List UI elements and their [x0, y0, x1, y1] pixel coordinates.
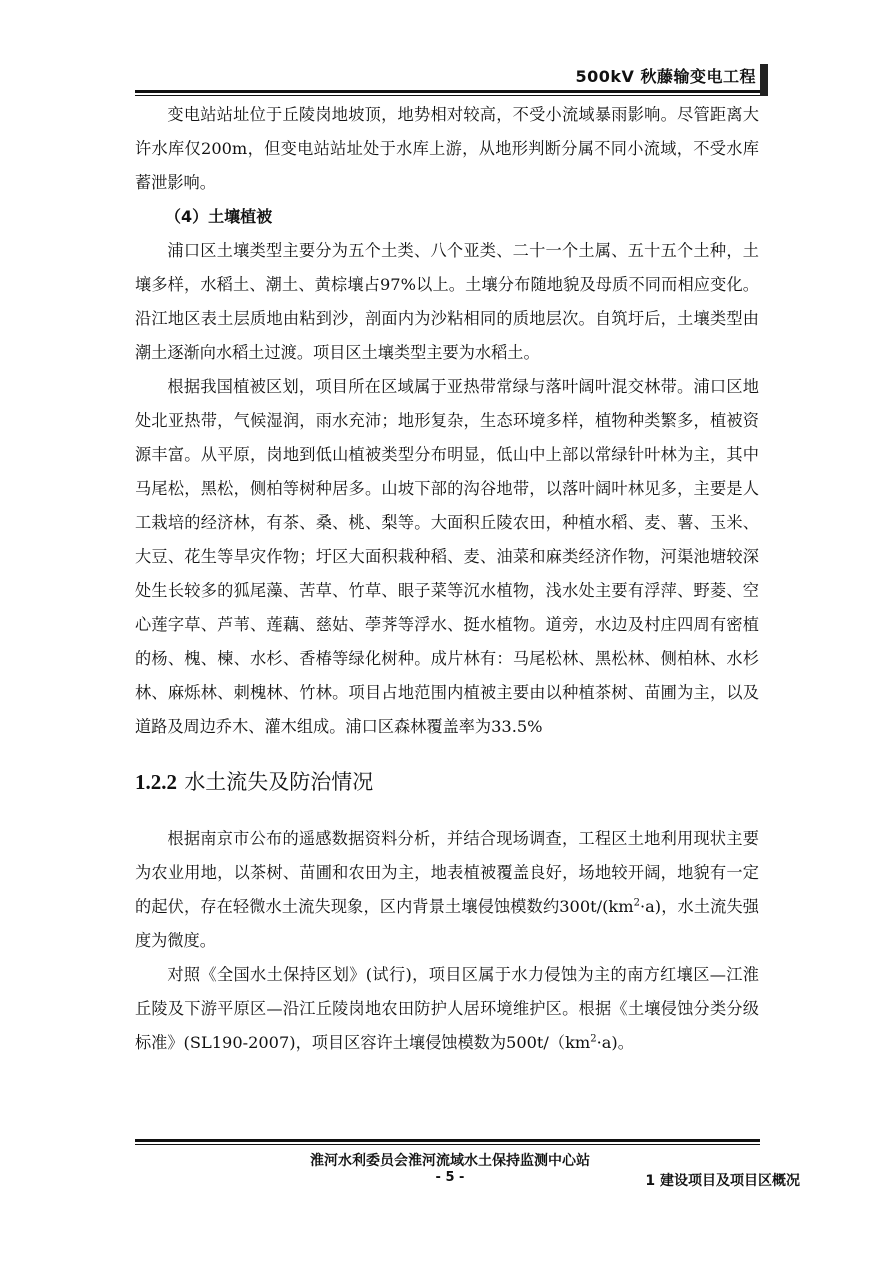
footer-rule-thin [135, 1144, 760, 1145]
project-title: 500kV 秋藤输变电工程 [575, 67, 756, 86]
superscript: 2 [590, 1033, 597, 1045]
subheading-soil-vegetation: （4）土壤植被 [165, 207, 273, 226]
erosion-status-text: 根据南京市公布的遥感数据资料分析，并结合现场调查，工程区土地利用现状主要为农业用地，以茶树、苗圃和农田为主，地表植被覆盖良好，场地较开阔，地貌有一定的起伏，存在轻微水土流失现象，区内背景土壤侵蚀模数约300t/(km [135, 829, 759, 916]
section-heading [135, 762, 759, 802]
header-rule-thin [135, 95, 760, 96]
erosion-status-tail: ·a)，水土流失强度为微度。 [135, 897, 759, 950]
paragraph-erosion-zoning [135, 958, 759, 1060]
paragraph-erosion-status [135, 822, 759, 958]
erosion-zoning-text: 对照《全国水土保持区划》(试行)，项目区属于水力侵蚀为主的南方红壤区—江淮丘陵及下游平原区—沿江丘陵岗地农田防护人居环境维护区。根据《土壤侵蚀分类分级标准》(SL190-2007)，项目区容许土壤侵蚀模数为500t/（km [135, 965, 759, 1052]
paragraph-vegetation: 根据我国植被区划，项目所在区域属于亚热带常绿与落叶阔叶混交林带。浦口区地处北亚热带，气候湿润，雨水充沛；地形复杂，生态环境多样，植物种类繁多，植被资源丰富。从平原，岗地到低山植被类型分布明显，低山中上部以常绿针叶林为主，其中马尾松，黑松，侧柏等树种居多。山坡下部的沟谷地带，以落叶阔叶林见多，主要是人工栽培的经济林，有茶、桑、桃、梨等。大面积丘陵农田，种植水稻、麦、薯、玉米、大豆、花生等旱灾作物；圩区大面积栽种稻、麦、油菜和麻类经济作物，河渠池塘较深处生长较多的狐尾藻、苦草、竹草、眼子菜等沉水植物，浅水处主要有浮萍、野菱、空心莲字草、芦苇、莲藕、慈姑、荸荠等浮水、挺水植物。道旁，水边及村庄四周有密植的杨、槐、楝、水杉、香椿等绿化树种。成片林有：马尾松林、黑松林、侧柏林、水杉林、麻烁林、刺槐林、竹林。项目占地范围内植被主要由以种植茶树、苗圃为主，以及道路及周边乔木、灌木组成。浦口区森林覆盖率为33.5% [135, 377, 759, 736]
section-title: 水土流失及防治情况 [184, 770, 374, 794]
page-number: - 5 - [435, 1170, 465, 1185]
footer-organization: 淮河水利委员会淮河流域水土保持监测中心站 [310, 1153, 590, 1169]
paragraph-substation-site: 变电站站址位于丘陵岗地坡顶，地势相对较高，不受小流域暴雨影响。尽管距离大许水库仅200m，但变电站站址处于水库上游，从地形判断分属不同小流域，不受水库蓄泄影响。 [135, 105, 759, 192]
footer-rule [135, 1139, 760, 1142]
header-rule [135, 90, 760, 93]
section-number: 1.2.2 [135, 770, 177, 794]
paragraph-soil-types: 浦口区土壤类型主要分为五个土类、八个亚类、二十一个土属、五十五个土种，土壤多样，水稻土、潮土、黄棕壤占97%以上。土壤分布随地貌及母质不同而相应变化。沿江地区表土层质地由粘到沙，剖面内为沙粘相同的质地层次。自筑圩后，土壤类型由潮土逐渐向水稻土过渡。项目区土壤类型主要为水稻土。 [135, 241, 759, 362]
chapter-title: 1 建设项目及项目区概况 [645, 1173, 800, 1189]
superscript: 2 [633, 897, 640, 909]
erosion-zoning-tail: ·a)。 [596, 1033, 634, 1052]
header-tab-mark [760, 64, 768, 96]
page-body [135, 98, 759, 1060]
